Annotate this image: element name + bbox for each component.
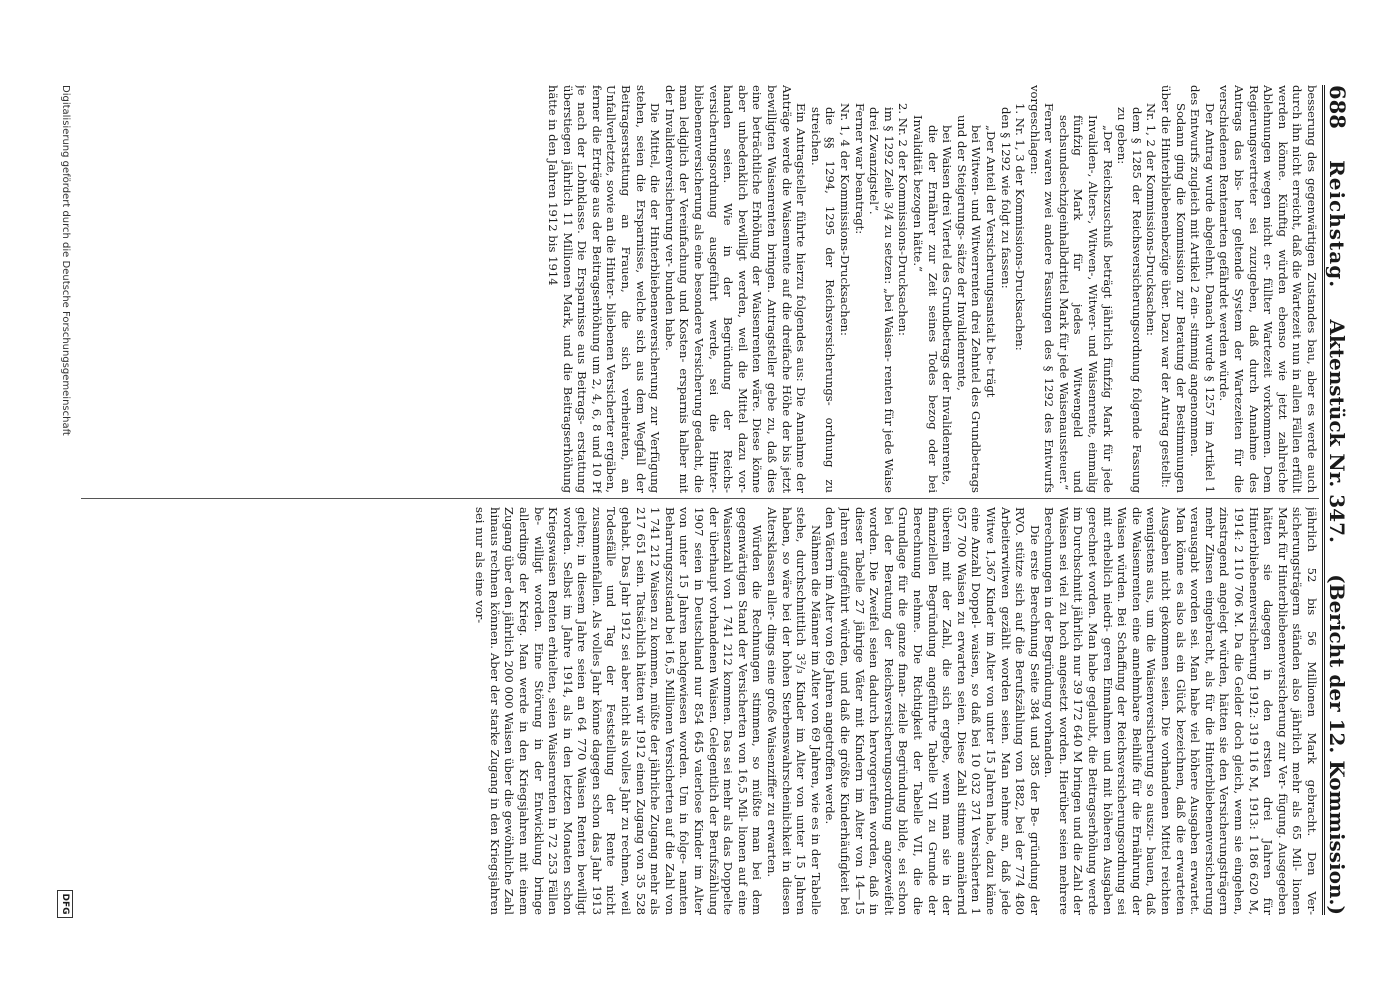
- paragraph: dem § 1285 der Reichsversicherungsordnung folgende Fassung zu geben:: [1115, 107, 1144, 493]
- column-divider: [81, 498, 1319, 499]
- text-column-left: [81, 85, 1319, 493]
- dfg-logo: DFG: [57, 890, 73, 918]
- paragraph: jährlich 52 bis 56 Millionen Mark gebracht. Den Ver- sicherungsträgern ständen also jährlich mehr als 65 Mil- lionen Mark für Hinterbliebenenversicherung zur Ver- fügung. Ausgegeben hätten sie dagegen in den ersten drei Jahren für Hinterbliebenenversicherung 1912: 319 116 M, 1913: 1 186 620 M, 1914: 2 110 706 M. Da die Gelder doch gleich, wenn sie eingehen, zinstragend angelegt würden, hätten sie den Versicherungsträgern mehr Zinsen eingebracht, als für die Hinterbliebenenversicherung verausgabt worden sei. Man habe viel höhere Ausgaben erwartet. Man könne es also als ein Glück bezeichnen, daß die erwarteten Ausgaben nicht gekommen seien. Die vorhandenen Mittel reichten wenigstens aus, um die Waisenversicherung so auszu- bauen, daß die Waisenrenten eine annehmbare Beihilfe für die Ernährung der Waisen würden. Bei Schaffung der Reichsversicherungsordnung sei mit erheblich niedri- geren Einnahmen und mit höheren Ausgaben gerechnet worden. Man habe geglaubt, die Beitragserhöhung werde im Durchschnitt jährlich nur 39 172 640 M bringen und die Zahl der Waisen sei viel zu hoch angesetzt worden. Hierüber seien mehrere Berechnungen in der Begründung vorhanden.: [1042, 507, 1319, 915]
- header-subtitle: (Bericht der 12. Kommission.): [1325, 574, 1349, 915]
- quotation: „Der Anteil der Versicherungsanstalt be- trägt: [983, 125, 998, 398]
- paragraph: Die Mittel, die der Hinterbliebenenversicherung zur Verfügung stehen, seien die Ersparnisse, welche sich aus dem Wegfall der Beitragserstattung an Frauen, die sich verheiraten, an Unfallverletzte, sowie an die Hinter- bliebenen Versicherter ergäben, ferner die Erträge aus der Beitragserhöhung um 2, 4, 6, 8 und 10 Pf je nach der Lohnklasse. Die Ersparnisse aus Beitrags- erstattung überstiegen jährlich 11 Millionen Mark, und die Beitragserhöhung hätte in den Jahren 1912 bis 1914: [546, 85, 663, 493]
- paragraph: Ein Antragsteller führte hierzu folgendes aus: Die Annahme der Anträge werde die Waisenrente auf die dreifache Höhe der bis jetzt bewilligten Waisenrenten bringen. Antragsteller gebe zu, daß dies eine beträchtliche Erhöhung der Waisenrenten wäre. Diese könne aber unbedenklich bewilligt werden, weil die Mittel dazu vor- handen seien. Wie in der Begründung der Reichs- versicherungsordnung ausgeführt werde, sei die Hinter- bliebenenversicherung als eine besondere Versicherung gedacht, die man lediglich der Vereinfachung und Kosten- ersparnis halber mit der Invalidenversicherung ver- bunden habe.: [662, 85, 809, 493]
- paragraph: im § 1292 Zeile 3/4 zu setzen: „bei Waisen- renten für jede Waise drei Zwanzigstel“.: [867, 107, 896, 493]
- paragraph: besserung des gegenwärtigen Zustandes bau, aber es werde auch durch ihn nicht erreicht, daß die Wartezeit nun in allen Fällen erfüllt werden könne. Künftig würden ebenso wie jetzt zahlreiche Ablehnungen wegen nicht er- füllter Wartezeit vorkommen. Dem Regierungsvertreter sei zuzugeben, daß durch Annahme des Antrags das bis- her geltende System der Wartezeiten für die verschiedenen Rentenarten gefährdet werden würde.: [1217, 85, 1319, 493]
- quotation: bei Waisen drei Viertel des Grundbetrags der Invalidenrente,: [940, 125, 955, 486]
- header-title: Reichstag.: [1325, 160, 1349, 289]
- paragraph: Ferner waren zwei andere Fassungen des § 1292 des Entwurfs vorgeschlagen:: [1027, 85, 1057, 493]
- digitization-note: Digitalisierung gefördert durch die Deutsche Forschungsgemeinschaft: [60, 85, 71, 436]
- page-number: 688: [1325, 85, 1350, 129]
- document-number: Aktenstück Nr. 347.: [1325, 319, 1349, 543]
- page-header: [1322, 85, 1361, 915]
- paragraph: Würden die Rechnungen stimmen, so müßte man bei dem gegenwärtigen Stand der Versicherten von 16,5 Mil- lionen auf eine Waisenzahl von 1 741 212 kommen. Das sei mehr als das Doppelte der überhaupt vorhandenen Waisen. Gelegentlich der Berufszählung 1907 seien in Deutschland nur 854 645 vaterlose Kinder im Alter von unter 15 Jahren nachgewiesen worden. Um in folge- namten Beharrungszustand bei 16,5 Millionen Versicherten auf die Zahl von 1 741 212 Waisen zu kommen, müßte der jährliche Zugang mehr als 217 651 sein. Tatsächlich hätten wir 1912 einen Zugang von 35 528 gehabt. Das Jahr 1912 sei aber nicht als volles Jahr zu rechnen, weil Todesfälle und Tag der Feststellung der Rente nicht zusammenfallen. Als volles Jahr könne dagegen schon das Jahr 1913 gelten; in diesem Jahre seien an 64 770 Waisen Renten bewilligt worden. Selbst im Jahre 1914, als in den letzten Monaten schon Kriegswaisen Renten erhielten, seien Waisenrenten in 72 253 Fällen be- willigt worden. Eine Störung in der Entwicklung bringe allerdings der Krieg. Man werde in den Kriegsjahren mit einem Zugang über den jährlich 200 000 Waisen über die gewöhnliche Zahl hinaus rechnen können. Aber der starke Zugang in den Kriegsjahren sei nur als eine vor-: [473, 507, 765, 915]
- paragraph: die §§ 1294, 1295 der Reichsversicherungs- ordnung zu streichen.: [808, 107, 838, 493]
- quotation: „Der Reichszuschuß beträgt jährlich fünfzig Mark für jede Invaliden-, Alters-, Witwen-, Witwer- und Waisenrente, einmalig fünfzig Mark für jedes Witwengeld und sechsundsechzigeinhalbdrittel Mark für jede Waisenaussteuer.“: [1056, 115, 1115, 493]
- quotation: bei Witwen- und Witwerrenten drei Zehntel des Grundbetrags und der Steigerungs- sätze der Invalidenrente,: [954, 115, 984, 493]
- paragraph: Sodann ging die Kommission zur Beratung der Bestimmungen über die Hinterbliebenenbezüge über. Dazu war der Antrag gestellt:: [1159, 85, 1188, 493]
- paragraph: 1. Nr. 1, 3 der Kommissions-Drucksachen:: [1013, 103, 1028, 351]
- paragraph: Der Antrag wurde abgelehnt. Danach wurde § 1257 im Artikel 1 des Entwurfs zugleich mit Artikel 2 ein- stimmig angenommen.: [1188, 85, 1217, 493]
- paragraph: 2. Nr. 2 der Kommissions-Drucksachen:: [896, 103, 911, 336]
- paragraph: Nähmen die Männer im Alter von 69 Jahren, wie es in der Tabelle stehe, durchschnittlich 3²/₃ Kinder im Alter von unter 15 Jahren haben, so wäre bei der hohen Sterbenswahrscheinlichkeit in diesen Altersklassen aller- dings eine große Waisenziffer zu erwarten.: [765, 507, 823, 915]
- paragraph: den § 1292 wie folgt zu fassen:: [998, 107, 1013, 289]
- paragraph: Die erste Berechnung Seite 384 und 385 der Be- gründung der RVO. stütze sich auf die Berufszählung von 1882, bei der 774 480 Arbeiterwitwen gezählt worden seien. Man nehme an, daß jede Witwe 1,367 Kinder im Alter von unter 15 Jahren habe, dazu käme eine Anzahl Doppel- waisen, so daß bei 10 032 371 Versicherten 1 057 700 Waisen zu erwarten seien. Diese Zahl stimme annähernd überein mit der Zahl, die sich ergebe, wenn man sie in der finanziellen Begründung angeführte Tabelle VII zu Grunde der Berechnung nehme. Die Richtigkeit der Tabelle VII, die die Grundlage für die ganze finan- zielle Begründung bilde, sei schon bei der Beratung der Reichsversicherungsordnung angezweifelt worden. Die Zweifel seien dadurch hervorgerufen worden, daß in dieser Tabelle 27 jährige Väter mit Kindern im Alter von 14—15 Jahren aufgeführt würden, und daß die größte Kinderhäufigkeit bei den Vätern im Alter von 69 Jahren angetroffen werde.: [823, 507, 1042, 915]
- quotation: die der Ernährer zur Zeit seines Todes bezog oder bei Invalidität bezogen hätte.“: [910, 115, 940, 493]
- paragraph: Nr. 1, 2 der Kommissions-Drucksachen:: [1144, 103, 1159, 336]
- paragraph: Ferner war beantragt:: [852, 103, 867, 235]
- paragraph: Nr. 1, 4 der Kommissions-Drucksachen:: [838, 103, 852, 336]
- text-column-right: [81, 507, 1319, 915]
